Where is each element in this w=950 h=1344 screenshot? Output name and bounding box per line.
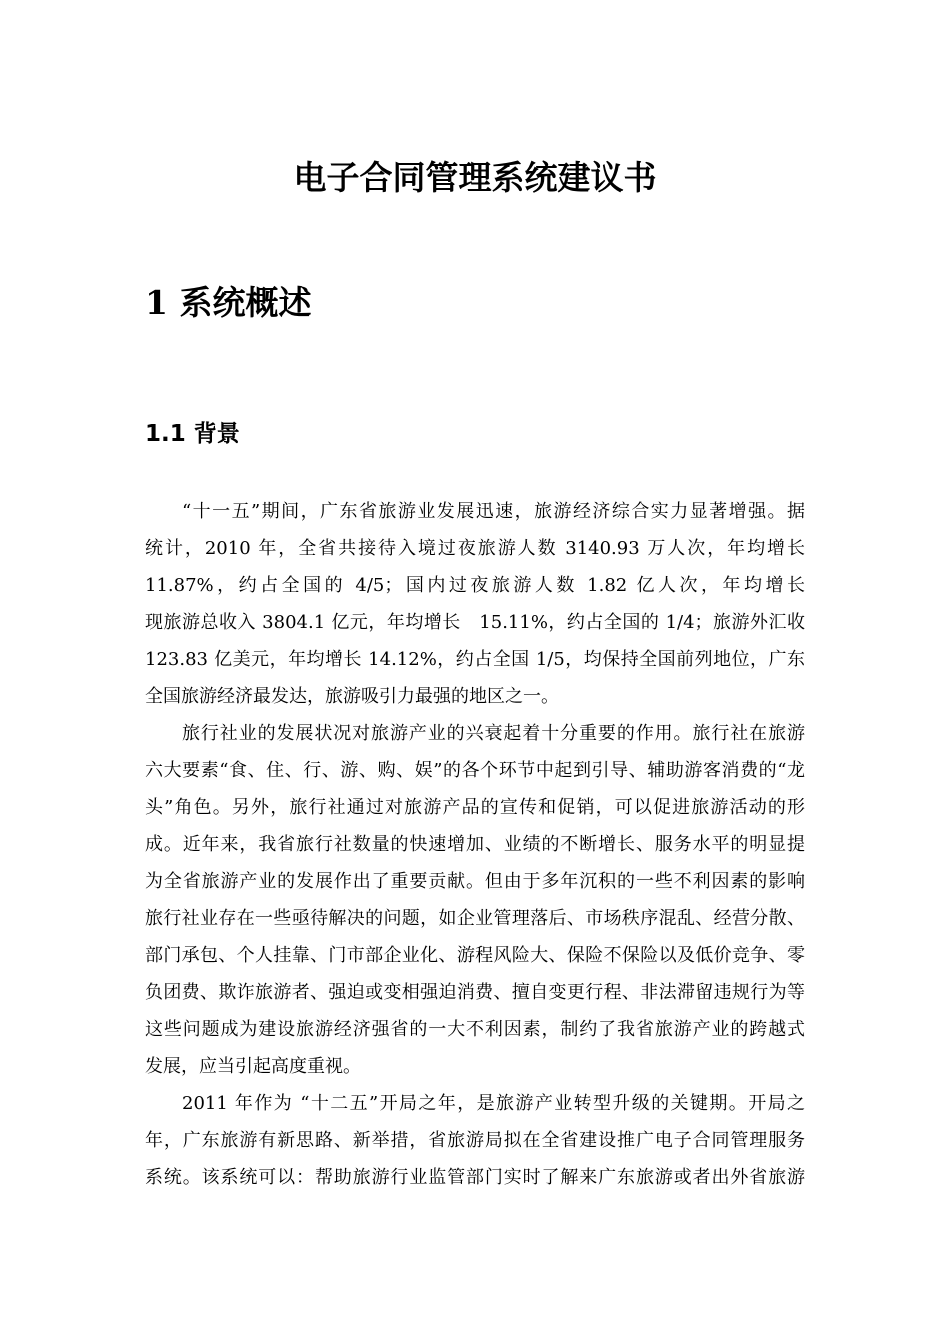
paragraph-1-line-2: 统计，2010 年，全省共接待入境过夜旅游人数 3140.93 万人次，年均增长 xyxy=(145,538,805,559)
section-heading-1-1: 1.1 背景 xyxy=(145,421,240,447)
paragraph-2-line-1: 旅行社业的发展状况对旅游产业的兴衰起着十分重要的作用。旅行社在旅游 xyxy=(182,723,805,744)
document-title: 电子合同管理系统建议书 xyxy=(293,158,657,197)
body-text xyxy=(145,493,805,1196)
paragraph-2-line-7: 部门承包、个人挂靠、门市部企业化、游程风险大、保险不保险以及低价竞争、零 xyxy=(145,945,805,966)
paragraph-2-line-4: 成。近年来，我省旅行社数量的快速增加、业绩的不断增长、服务水平的明显提 xyxy=(145,834,805,855)
paragraph-3-line-2: 年，广东旅游有新思路、新举措，省旅游局拟在全省建设推广电子合同管理服务 xyxy=(145,1130,805,1151)
paragraph-2-line-10: 发展，应当引起高度重视。 xyxy=(145,1056,361,1077)
paragraph-2-line-3: 头”角色。另外，旅行社通过对旅游产品的宣传和促销，可以促进旅游活动的形 xyxy=(145,797,805,818)
paragraph-1-line-5: 123.83 亿美元，年均增长 14.12%，约占全国 1/5，均保持全国前列地位，广东 xyxy=(145,649,805,670)
paragraph-1-line-3: 11.87%，约占全国的 4/5；国内过夜旅游人数 1.82 亿人次，年均增长 xyxy=(145,575,805,596)
paragraph-3-line-1: 2011 年作为 “十二五”开局之年，是旅游产业转型升级的关键期。开局之 xyxy=(182,1093,805,1114)
section-heading-1: 1 系统概述 xyxy=(145,283,312,322)
paragraph-3-line-3: 系统。该系统可以：帮助旅游行业监管部门实时了解来广东旅游或者出外省旅游 xyxy=(145,1167,805,1188)
paragraph-2-line-5: 为全省旅游产业的发展作出了重要贡献。但由于多年沉积的一些不利因素的影响 xyxy=(145,871,805,892)
paragraph-2-line-8: 负团费、欺诈旅游者、强迫或变相强迫消费、擅自变更行程、非法滞留违规行为等 xyxy=(145,982,805,1003)
paragraph-2-line-2: 六大要素“食、住、行、游、购、娱”的各个环节中起到引导、辅助游客消费的“龙 xyxy=(145,760,805,781)
paragraph-1-line-4: 现旅游总收入 3804.1 亿元，年均增长 15.11%，约占全国的 1/4；旅游外汇收 xyxy=(145,612,805,633)
paragraph-1-line-6: 全国旅游经济最发达，旅游吸引力最强的地区之一。 xyxy=(145,686,559,707)
paragraph-2-line-9: 这些问题成为建设旅游经济强省的一大不利因素，制约了我省旅游产业的跨越式 xyxy=(145,1019,805,1040)
paragraph-1-line-1: “十一五”期间，广东省旅游业发展迅速，旅游经济综合实力显著增强。据 xyxy=(182,501,805,522)
paragraph-2-line-6: 旅行社业存在一些亟待解决的问题，如企业管理落后、市场秩序混乱、经营分散、 xyxy=(145,908,805,929)
